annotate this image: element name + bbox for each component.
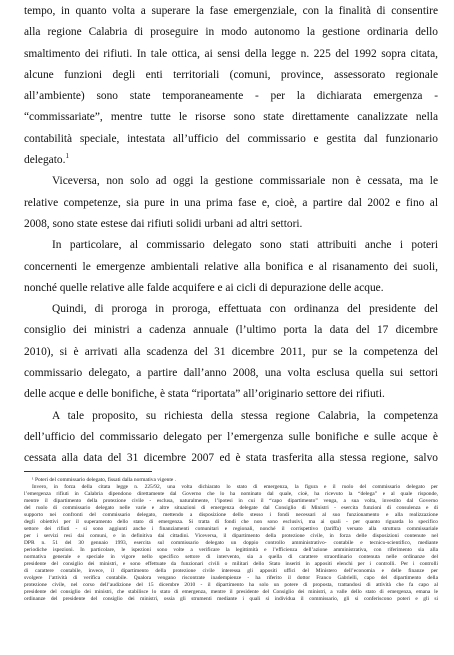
paragraph-5: [24, 406, 438, 470]
text-line: dell’ufficio del commissario delegato per l’emergenza sulle bonifiche e sulle acque è: [24, 430, 438, 443]
footnote-line: degli obiettivi per il superamento dello stato di emergenza. Si tratta di fondi che non sono esclusivi, ma ai quali - per quanto riguarda lo specifico: [24, 519, 438, 525]
footnote-reference[interactable]: 1: [65, 152, 69, 161]
footnote-line: svolgere l’attività di verifica contabile. Qualora vengano riscontrate inadempienze - ha riferito il dottor Franco Gabrielli, capo del dipartimento della: [24, 575, 438, 581]
text-line: Viceversa, non solo ad oggi la gestione commissariale non è cessata, ma le: [52, 175, 438, 188]
footnote-line: l’emergenza rifiuti in Calabria dipendono direttamente dal Governo che lo ha nominato dal quale, cioè, ha ricevuto la “delega” e al quale risponde,: [24, 491, 438, 497]
text-line: 2010), si è arrivati alla scadenza del 31 dicembre 2011, pur se la competenza del: [24, 345, 438, 358]
footnote-line: supporto nei confronti del commissario delegato, mettendo a disposizione dello stesso i fondi necessari al suo funzionamento e alla realizzazione: [24, 512, 438, 518]
text-line: In particolare, al commissario delegato sono stati attribuiti anche i poteri: [52, 239, 438, 252]
text-line: cessata alla data del 31 dicembre 2007 ed è stata trasferita alla stessa regione, salvo: [24, 452, 438, 465]
text-line: all’ambiente) sono state temporaneamente - per la dichiarata emergenza -: [24, 90, 438, 103]
text-line: contabilità speciale, intestata all’ufficio del commissario e gestita dal funzionario: [24, 132, 438, 145]
footnote-title: ¹ Poteri del commissario delegato, fissati dalla normativa vigente .: [32, 477, 177, 483]
footnote-line: protezione civile, nel corso dell’audizione del 15 dicembre 2010 - il dipartimento ha solo un potere di proposta, trattandosi di attività che fa capo al: [24, 582, 438, 588]
footnote-line: del ruolo di commissario delegato nelle varie e altre situazioni di emergenza delegate dal Consiglio di Ministri - esercita funzioni di consulenza e di: [24, 505, 438, 511]
main-text: [24, 1, 438, 470]
footnote-line: di carattere contabile, invece, il dipartimento della protezione civile interessa gli appositi uffici del Ministero dell’economia e delle finanze per: [24, 568, 438, 574]
text-line: 2008, sono state estese dai rifiuti solidi urbani ad altri settori.: [24, 217, 303, 230]
text-line: delle acque e delle bonifiche, è stata “riportata” all’originario settore dei rifiuti.: [24, 388, 385, 401]
footnote-line: per i servizi resi dai comuni, e in definitiva dai cittadini. Viceversa, il dipartimento della protezione civile, in forza delle disposizioni contenute nel: [24, 533, 438, 539]
text-line: concernenti le emergenze ambientali relative alla bonifica e al risanamento dei suoli,: [24, 260, 438, 273]
footnote-line: presidente del consiglio dei ministri, che stabilisce lo stato di emergenza, mentre il presidente del Consiglio dei ministri, a valle dello stato di emergenza, emana le: [24, 589, 438, 595]
footnote-line: periodiche ispezioni. In particolare, le ispezioni sono volte a verificare la legittimità e l’efficienza dell’azione amministrativa, con riferimento sia alla: [24, 547, 438, 553]
text-line: alcune funzioni degli enti territoriali (comuni, province, assessorato regionale: [24, 68, 438, 81]
footnote-line: normativa generale e speciale in vigore nello specifico settore di intervento, sia a quella di carattere straordinario contenuta nelle ordinanze del: [24, 554, 438, 560]
footnote-line: ordinanze del presidente del consiglio dei ministri, ossia gli strumenti mediante i quali si individua il commissario, gli si conferiscono poteri e gli si: [24, 596, 438, 602]
text-line: consiglio dei ministri a cadenza annuale (l’ultimo porta la data del 17 dicembre: [24, 324, 438, 337]
text-line: commissario delegato, a partire dall’anno 2008, una volta esclusa quella sui settori: [24, 367, 438, 380]
text-line: relative competenze, sia pure in una prima fase e, cioè, a partire dal 2002 e fino al: [24, 196, 438, 209]
footnote-line: settore dei rifiuti - si sono aggiunti anche i finanziamenti comunitari e regionali, nonché il corrispettivo (tariffa) versato alla struttura commissariale: [24, 526, 438, 532]
footnote-line: presidente del consiglio dei ministri, e sono effettuate da funzionari civili o militari dello Stato inseriti in appositi elenchi per i controlli. Per i controlli: [24, 561, 438, 567]
text-fragment: delegato.: [24, 154, 66, 167]
text-line: [24, 150, 438, 171]
footnote-line: DPR n. 51 del 30 gennaio 1993, esercita sul commissario delegato un doppio controllo amministrativo- contabile e tecnico-scientifico, mediante: [24, 540, 438, 546]
text-line: Quindi, di proroga in proroga, effettuata con ordinanza del presidente del: [52, 303, 438, 316]
text-line: alla regione Calabria di proseguire in modo autonomo la gestione ordinaria dello: [24, 26, 438, 39]
text-line: A tale proposito, su richiesta della stessa regione Calabria, la competenza: [52, 409, 438, 422]
paragraph-2: [24, 171, 438, 235]
paragraph-1: [24, 1, 438, 171]
footnote-line: mentre il dipartimento della protezione civile - esclusa, naturalmente, l’ipotesi in cui il “capo dipartimento” venga, a sua volta, investito dal Governo: [24, 498, 438, 504]
text-line: “commissariate”, mentre tutte le risorse sono state direttamente canalizzate nella: [24, 111, 438, 124]
text-line: tempo, in quanto volta a superare la fase emergenziale, con la finalità di consentire: [24, 5, 438, 17]
text-line: smaltimento dei rifiuti. In tale ottica, ai sensi della legge n. 225 del 1992 sopra citata,: [24, 47, 438, 60]
paragraph-3: [24, 235, 438, 299]
footnote-line: Invero, in forza della citata legge n. 225/92, una volta dichiarato lo stato di emergenza, la figura e il ruolo del commissario delegato per: [32, 484, 438, 490]
footnotes: [24, 477, 438, 603]
text-line: nonché quelle relative alle falde acquifere e ai cicli di depurazione delle acque.: [24, 281, 384, 294]
footnote-separator: [24, 471, 152, 472]
paragraph-4: [24, 299, 438, 405]
